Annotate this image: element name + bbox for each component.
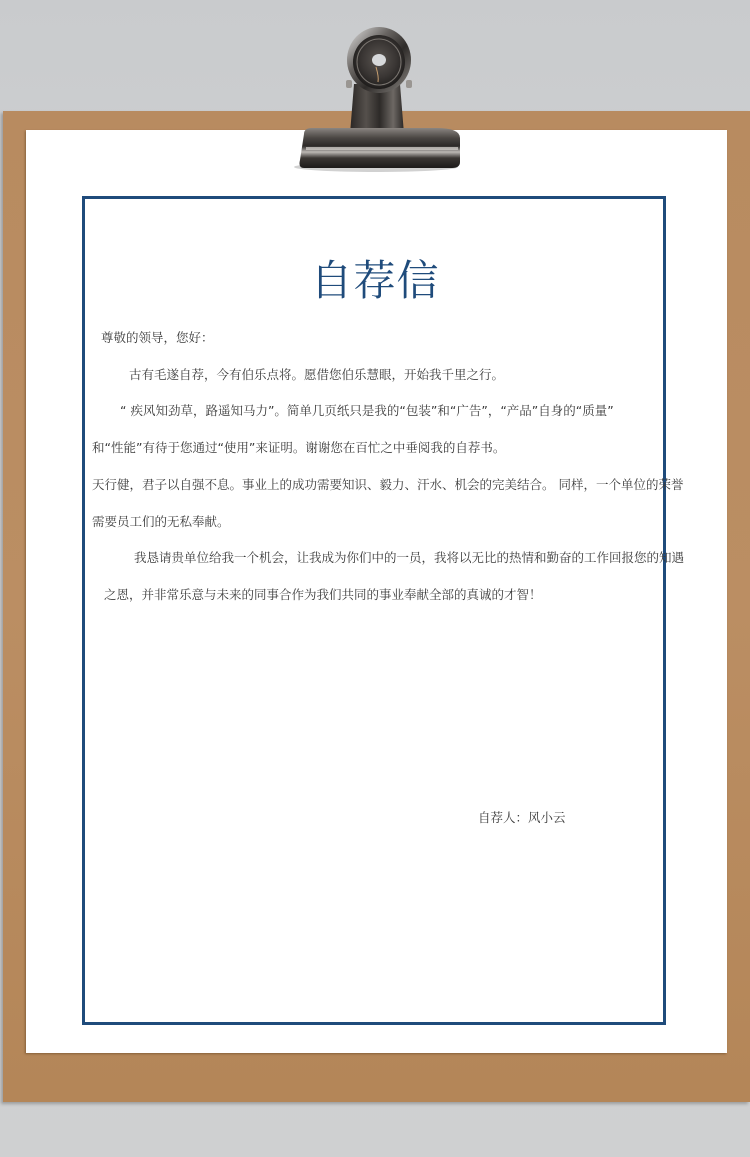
- letter-title: 自荐信: [310, 256, 440, 305]
- letter-line-2: “ 疾风知劲草，路遥知马力”。简单几页纸只是我的“包装”和“广告”，“产品”自身的“质量”: [120, 403, 614, 418]
- letter-salutation: 尊敬的领导，您好：: [101, 330, 214, 345]
- binder-clip-icon: [284, 22, 464, 172]
- letter-line-4: 天行健，君子以自强不息。事业上的成功需要知识、毅力、汗水、机会的完美结合。 同样，一个单位的荣誉: [92, 477, 684, 492]
- letter-line-5: 需要员工们的无私奉献。: [92, 514, 230, 529]
- letter-line-1: 古有毛遂自荐，今有伯乐点将。愿借您伯乐慧眼，开始我千里之行。: [129, 367, 505, 382]
- letter-line-6: 我恳请贵单位给我一个机会，让我成为你们中的一员，我将以无比的热情和勤奋的工作回报您的知遇: [134, 550, 685, 565]
- letter-line-3: 和“性能”有待于您通过“使用”来证明。谢谢您在百忙之中垂阅我的自荐书。: [92, 440, 506, 455]
- letter-line-7: 之恩，并非常乐意与未来的同事合作为我们共同的事业奉献全部的真诚的才智！: [104, 587, 542, 602]
- letter-border-frame: [82, 196, 666, 1025]
- letter-signature: 自荐人：风小云: [478, 810, 566, 825]
